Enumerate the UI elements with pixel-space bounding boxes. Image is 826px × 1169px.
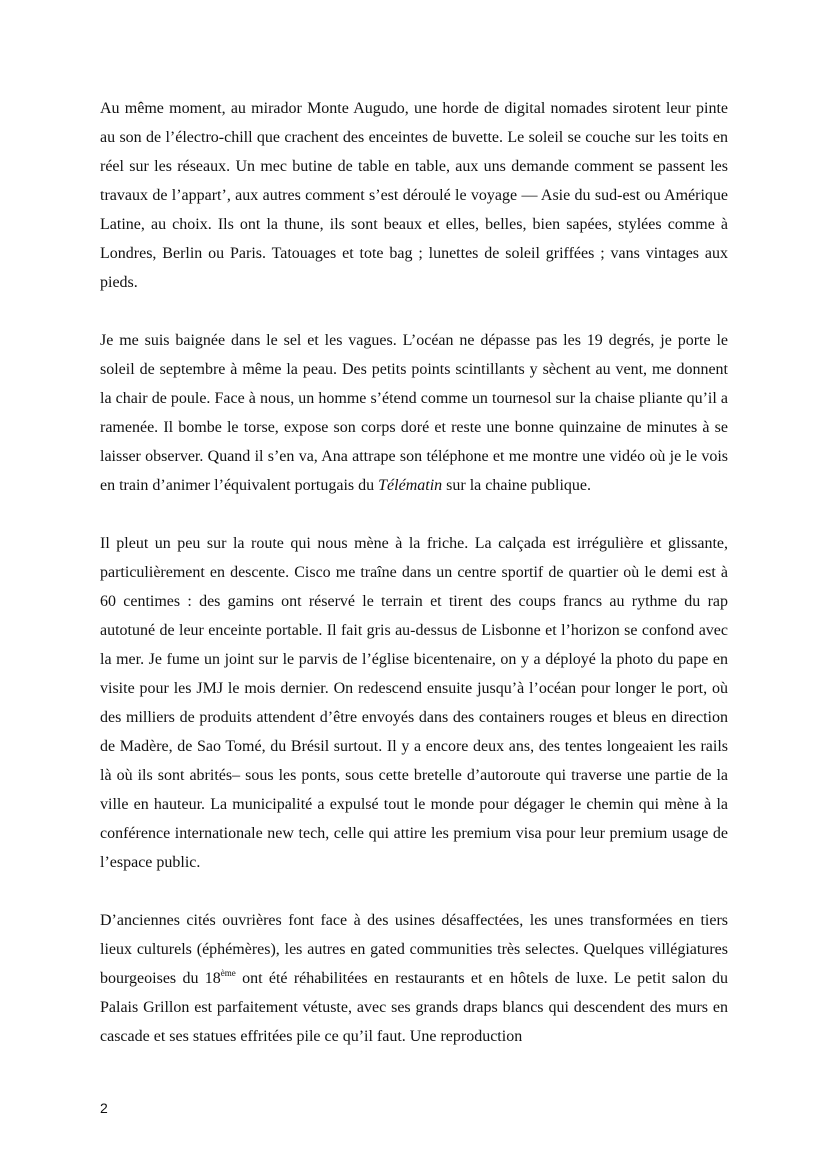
paragraph-4-text-b: ont été réhabilitées en restaurants et en hôtels de luxe. Le petit salon du Palais Grillon est parfaitement vétuste, avec ses grands draps blancs qui descendent des murs en cascade et ses statues effritées pile ce qu’il faut. Une reproduction: [100, 970, 729, 1045]
page-number: 2: [100, 1100, 108, 1116]
paragraph-4: [100, 906, 728, 1051]
paragraph-1-text: Au même moment, au mirador Monte Augudo, une horde de digital nomades sirotent leur pinte au son de l’électro-chill que crachent des enceintes de buvette. Le soleil se couche sur les toits en réel sur les réseaux. Un mec butine de table en table, aux uns demande comment se passent les travaux de l’appart’, aux autres comment s’est déroulé le voyage — Asie du sud-est ou Amérique Latine, au choix. Ils ont la thune, ils sont beaux et elles, belles, bien sapées, stylées comme à Londres, Berlin ou Paris. Tatouages et tote bag ; lunettes de soleil griffées ; vans vintages aux pieds.: [100, 100, 728, 291]
century-superscript: ème: [220, 968, 236, 978]
paragraph-2: [100, 326, 728, 500]
paragraph-2-text-b: sur la chaine publique.: [442, 477, 591, 494]
paragraph-3-text: Il pleut un peu sur la route qui nous mène à la friche. La calçada est irrégulière et glissante, particulièrement en descente. Cisco me traîne dans un centre sportif de quartier où le demi est à 60 centimes : des gamins ont réservé le terrain et tirent des coups francs au rythme du rap autotuné de leur enceinte portable. Il fait gris au-dessus de Lisbonne et l’horizon se confond avec la mer. Je fume un joint sur le parvis de l’église bicentenaire, on y a déployé la photo du pape en visite pour les JMJ le mois dernier. On redescend ensuite jusqu’à l’océan pour longer le port, où des milliers de produits attendent d’être envoyés dans des containers rouges et bleus en direction de Madère, de Sao Tomé, du Brésil surtout. Il y a encore deux ans, des tentes longeaient les rails là où ils sont abrités– sous les ponts, sous cette bretelle d’autoroute qui traverse une partie de la ville en hauteur. La municipalité a expulsé tout le monde pour dégager le chemin qui mène à la conférence internationale new tech, celle qui attire les premium visa pour leur premium usage de l’espace public.: [100, 535, 728, 871]
paragraph-3: [100, 529, 728, 877]
show-title-telematin: Télématin: [378, 477, 443, 494]
paragraph-1: [100, 94, 728, 297]
paragraph-2-text-a: Je me suis baignée dans le sel et les vagues. L’océan ne dépasse pas les 19 degrés, je porte le soleil de septembre à même la peau. Des petits points scintillants y sèchent au vent, me donnent la chair de poule. Face à nous, un homme s’étend comme un tournesol sur la chaise pliante qu’il a ramenée. Il bombe le torse, expose son corps doré et reste une bonne quinzaine de minutes à se laisser observer. Quand il s’en va, Ana attrape son téléphone et me montre une vidéo où je le vois en train d’animer l’équivalent portugais du: [100, 332, 728, 494]
paragraph-4-text-a: D’anciennes cités ouvrières font face à des usines désaffectées, les unes transformées en tiers lieux culturels (éphémères), les autres en gated communities très selectes. Quelques villégiatures bourgeoises du 18: [100, 912, 728, 987]
body-text: [100, 94, 728, 1051]
